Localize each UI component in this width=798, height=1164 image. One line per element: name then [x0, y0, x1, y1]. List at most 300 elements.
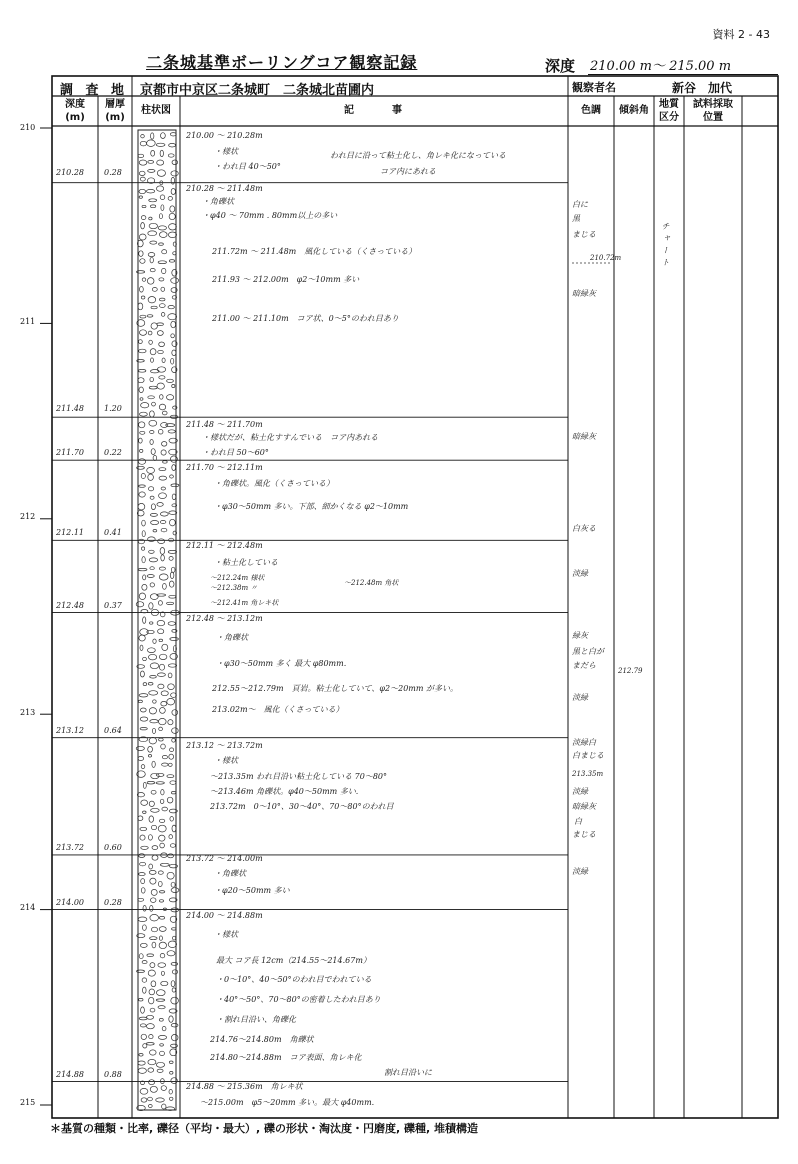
core-pebble [150, 349, 156, 355]
core-pebble [148, 683, 153, 686]
core-pebble [136, 602, 144, 607]
core-pebble [159, 891, 164, 893]
note-line: ・様状だが、粘土化すすんでいる コア内あれる [202, 433, 379, 442]
layer-depth: 211.48 [56, 404, 84, 413]
core-pebble [152, 942, 156, 948]
core-pebble [170, 475, 174, 478]
core-pebble [149, 870, 156, 874]
core-pebble [158, 539, 165, 544]
core-pebble [148, 746, 153, 752]
core-pebble [149, 816, 154, 822]
core-pebble [169, 224, 177, 230]
layer-thickness: 0.64 [104, 726, 122, 735]
core-pebble [160, 954, 165, 958]
core-pebble [142, 205, 146, 207]
core-pebble [148, 161, 154, 164]
core-pebble [157, 990, 166, 996]
core-pebble [149, 864, 153, 869]
col-header-geology: 地質 区分 [659, 99, 679, 123]
core-pebble [171, 1034, 178, 1040]
core-pebble [152, 288, 157, 292]
core-pebble [159, 574, 168, 580]
core-pebble [138, 154, 144, 157]
note-line: 〜213.46m 角礫状。φ40〜50mm 多い. [210, 787, 359, 796]
core-pebble [158, 261, 166, 264]
core-pebble [161, 450, 166, 455]
core-pebble [157, 323, 164, 326]
core-pebble [168, 154, 174, 157]
core-pebble [153, 700, 157, 703]
note-line: ・角礫状 [202, 197, 234, 206]
core-pebble [150, 878, 156, 884]
core-pebble [157, 620, 165, 625]
core-pebble [148, 537, 156, 542]
note-line: 〜213.35m われ目沿い粘土化している 70〜80° [210, 772, 388, 781]
core-pebble [140, 141, 146, 146]
core-pebble [150, 513, 157, 516]
core-pebble [168, 854, 174, 858]
core-pebble [161, 555, 165, 561]
core-pebble [167, 698, 175, 705]
core-pebble [152, 728, 155, 733]
core-pebble [159, 639, 163, 642]
core-pebble [158, 226, 166, 230]
core-pebble [156, 782, 164, 784]
core-pebble [142, 961, 147, 964]
core-pebble [139, 492, 145, 497]
core-pebble [141, 473, 145, 478]
core-column-border [138, 130, 176, 1110]
core-pebble [168, 673, 172, 678]
core-pebble [160, 232, 168, 238]
core-pebble [139, 438, 143, 443]
core-pebble [147, 467, 155, 473]
note-line: 211.48 〜 211.70m [186, 420, 263, 429]
core-pebble [162, 358, 165, 363]
core-pebble [156, 1062, 164, 1067]
core-pebble [147, 954, 154, 957]
core-pebble [162, 442, 167, 447]
core-pebble [151, 981, 156, 987]
layer-depth: 212.48 [56, 601, 84, 610]
core-pebble [142, 547, 145, 550]
core-pebble [146, 189, 154, 193]
core-pebble [141, 296, 145, 299]
core-pebble [148, 648, 156, 653]
core-pebble [147, 781, 155, 784]
core-pebble [163, 461, 168, 464]
core-pebble [159, 278, 164, 281]
core-pebble [168, 941, 176, 948]
core-pebble [167, 379, 174, 382]
core-pebble [139, 954, 143, 959]
core-pebble [143, 683, 147, 686]
core-pebble [171, 484, 179, 487]
document-id: 資料 2 - 43 [712, 28, 770, 41]
core-pebble [170, 1071, 173, 1074]
core-pebble [159, 654, 167, 659]
core-pebble [151, 504, 155, 510]
core-pebble [161, 287, 165, 291]
core-pebble [140, 412, 148, 416]
core-pebble [152, 761, 155, 767]
core-pebble [140, 862, 146, 866]
core-pebble [143, 811, 147, 813]
note-line: ・φ40 〜 70mm . 80mm以上の多い [202, 211, 338, 220]
core-pebble [161, 971, 164, 975]
note-line: 212.11 〜 212.48m [186, 541, 263, 550]
col-header-dip: 傾斜角 [619, 105, 649, 116]
core-pebble [170, 781, 176, 785]
note-line: 213.02m〜 風化（くさっている） [212, 705, 344, 714]
layer-thickness: 0.60 [104, 843, 122, 852]
col-header-sample: 試料採取 位置 [693, 99, 733, 123]
core-pebble [138, 303, 143, 310]
core-pebble [161, 313, 165, 317]
note-line: ・角礫状 [214, 869, 246, 878]
core-pebble [151, 521, 159, 525]
core-pebble [141, 1098, 147, 1102]
core-pebble [157, 160, 164, 165]
core-pebble [171, 792, 176, 794]
core-pebble [162, 755, 167, 758]
note-line: ・様状 [214, 930, 238, 939]
core-pebble [146, 1043, 154, 1046]
note-line: 213.12 〜 213.72m [186, 741, 263, 750]
core-pebble [141, 403, 149, 408]
core-pebble [159, 1018, 163, 1021]
core-pebble [149, 708, 156, 714]
core-pebble [161, 981, 168, 985]
core-pebble [171, 358, 174, 364]
axis-label-210: 210 [20, 123, 36, 132]
core-pebble [150, 583, 154, 587]
core-pebble [143, 657, 147, 660]
core-pebble [161, 691, 168, 696]
core-pebble [157, 367, 165, 372]
core-pebble [140, 671, 144, 677]
core-pebble [142, 531, 145, 537]
color-note: 淡緑 [572, 787, 588, 796]
layer-depth: 213.12 [56, 726, 84, 735]
core-pebble [166, 424, 175, 427]
core-pebble [158, 963, 166, 968]
core-pebble [151, 358, 154, 362]
core-pebble [148, 253, 155, 257]
core-pebble [150, 241, 157, 244]
layer-thickness: 0.41 [104, 528, 122, 537]
color-note: 白灰る [572, 524, 596, 533]
observer-label: 観察者名 [572, 81, 616, 94]
core-pebble [172, 494, 176, 500]
core-pebble [168, 720, 173, 725]
color-note: 210.72m [590, 254, 622, 262]
core-pebble [161, 423, 168, 428]
core-pebble [143, 987, 147, 993]
core-pebble [159, 835, 165, 841]
core-pebble [170, 206, 175, 212]
core-pebble [162, 250, 167, 254]
core-pebble [141, 846, 149, 849]
core-pebble [142, 584, 147, 590]
core-pebble [140, 708, 146, 712]
core-pebble [150, 257, 153, 263]
core-pebble [172, 350, 176, 356]
layer-thickness: 0.28 [104, 168, 122, 177]
core-pebble [160, 708, 166, 714]
core-pebble [151, 825, 156, 829]
core-pebble [141, 216, 146, 220]
core-pebble [171, 888, 179, 893]
core-pebble [167, 775, 174, 778]
core-pebble [153, 639, 156, 643]
core-pebble [162, 411, 167, 415]
note-line: ・φ30〜50mm 多い。下部、細かくなる φ2〜10mm [214, 502, 409, 511]
core-pebble [160, 512, 168, 516]
core-pebble [163, 584, 167, 590]
note-line: 最大 コア長 12cm（214.55〜214.67m） [216, 956, 371, 965]
color-note: 淡緑 [572, 693, 588, 702]
core-pebble [158, 429, 163, 434]
core-pebble [159, 900, 163, 902]
core-pebble [148, 1105, 152, 1108]
core-pebble [141, 888, 145, 893]
core-pebble [138, 503, 145, 510]
core-pebble [159, 738, 164, 741]
core-pebble [149, 691, 158, 695]
core-pebble [161, 133, 166, 139]
core-pebble [158, 350, 164, 353]
core-pebble [169, 1016, 173, 1022]
core-pebble [148, 970, 155, 976]
core-pebble [140, 1024, 146, 1027]
dip-value: 212.79 [618, 667, 643, 675]
core-pebble [147, 140, 156, 147]
layer-thickness: 0.28 [104, 898, 122, 907]
core-pebble [140, 835, 145, 840]
footnote: ＊基質の種類・比率, 礫径（平均・最大）, 礫の形状・淘汰度・円磨度, 礫種, 堆積構造 [50, 1122, 479, 1135]
core-pebble [171, 882, 175, 887]
core-pebble [150, 1008, 155, 1012]
core-pebble [159, 718, 167, 724]
core-pebble [142, 278, 146, 281]
core-pebble [151, 306, 157, 309]
core-pebble [170, 844, 175, 848]
core-pebble [143, 575, 146, 580]
core-pebble [172, 970, 177, 974]
core-pebble [149, 223, 157, 228]
core-pebble [158, 601, 162, 606]
core-pebble [156, 999, 165, 1001]
core-pebble [139, 349, 147, 353]
core-pebble [160, 863, 169, 866]
core-pebble [149, 550, 155, 553]
core-pebble [149, 654, 157, 660]
note-line: 213.72 〜 214.00m [186, 854, 263, 863]
core-pebble [141, 800, 148, 805]
color-note: まじる [572, 230, 596, 239]
core-pebble [168, 232, 176, 238]
core-pebble [139, 635, 145, 641]
core-pebble [150, 937, 158, 940]
core-pebble [167, 395, 174, 400]
core-pebble [139, 998, 143, 1001]
note-line: 211.00 〜 211.10m コア状、0〜5°のわれ目あり [212, 314, 399, 323]
core-pebble [168, 430, 175, 433]
axis-label-215: 215 [20, 1098, 36, 1107]
core-pebble [147, 1024, 155, 1029]
core-pebble [156, 1098, 165, 1102]
color-note: 暗緑灰 [572, 802, 596, 811]
color-note: 暗緑灰 [572, 432, 596, 441]
core-pebble [153, 530, 157, 532]
core-pebble [171, 171, 178, 176]
layer-depth: 214.00 [56, 898, 84, 907]
core-pebble [159, 936, 162, 940]
core-pebble [167, 602, 174, 604]
core-pebble [168, 197, 172, 201]
core-pebble [148, 835, 152, 840]
observer-name: 新谷 加代 [672, 81, 733, 95]
core-pebble [170, 817, 174, 822]
core-pebble [161, 528, 167, 532]
core-pebble [149, 420, 157, 426]
core-pebble [172, 384, 175, 387]
color-note: 暗緑灰 [572, 289, 596, 298]
core-pebble [160, 520, 166, 523]
note-line: 割れ目沿いに [384, 1068, 432, 1077]
core-pebble [139, 873, 146, 876]
note-line: ・われ目 40〜50° [214, 162, 281, 171]
core-pebble [160, 799, 164, 803]
core-pebble [159, 664, 164, 670]
core-pebble [140, 315, 146, 318]
core-pebble [140, 431, 145, 434]
core-pebble [160, 1051, 165, 1055]
core-pebble [172, 710, 178, 716]
core-pebble [158, 629, 164, 634]
core-pebble [162, 644, 168, 650]
site-value: 京都市中京区二条城町 二条城北苗圃内 [140, 83, 375, 98]
core-pebble [161, 790, 164, 795]
core-pebble [169, 581, 174, 587]
core-pebble [143, 906, 146, 912]
core-pebble [161, 1086, 166, 1091]
core-pebble [156, 143, 165, 146]
core-pebble [161, 1079, 165, 1084]
core-pebble [138, 369, 146, 372]
core-pebble [148, 231, 157, 236]
core-pebble [172, 728, 179, 734]
core-pebble [140, 943, 147, 947]
core-pebble [150, 205, 155, 208]
col-header-column: 柱状図 [141, 105, 171, 116]
note-line: 〜212.48m 角状 [344, 579, 399, 587]
core-pebble [149, 217, 152, 220]
core-pebble [160, 195, 165, 200]
core-pebble [160, 843, 165, 848]
core-pebble [149, 1080, 155, 1085]
core-pebble [151, 808, 160, 812]
note-line: 214.88 〜 215.36m 角レキ状 [186, 1082, 303, 1091]
core-pebble [139, 1017, 147, 1020]
axis-label-211: 211 [20, 317, 36, 326]
core-pebble [170, 748, 174, 752]
core-pebble [168, 763, 172, 766]
core-pebble [171, 321, 176, 328]
core-pebble [161, 701, 167, 706]
note-line: 〜215.00m φ5〜20mm 多い。最大 φ40mm. [200, 1098, 375, 1107]
core-pebble [150, 963, 155, 968]
core-pebble [141, 1034, 146, 1039]
core-pebble [168, 550, 176, 553]
core-pebble [161, 487, 165, 490]
note-line: ・40°〜50°、70〜80°の密着したわれ目あり [216, 995, 381, 1004]
note-line: ・角礫状。風化（くさっている） [214, 479, 334, 488]
geology-value: チャート [661, 222, 670, 270]
core-pebble [158, 871, 163, 874]
core-pebble [147, 575, 154, 578]
layer-depth: 214.88 [56, 1070, 84, 1079]
core-pebble [151, 889, 157, 895]
core-pebble [149, 997, 154, 1004]
core-pebble [150, 411, 155, 417]
core-pebble [151, 150, 155, 156]
core-pebble [169, 1089, 172, 1094]
core-pebble [157, 673, 165, 677]
core-pebble [148, 1059, 156, 1064]
note-line: ・φ30〜50mm 多く 最大 φ80mm. [216, 659, 347, 668]
core-pebble [139, 340, 143, 344]
col-header-color: 色調 [581, 105, 601, 116]
core-pebble [162, 1026, 166, 1030]
core-pebble [170, 638, 179, 641]
core-pebble [161, 205, 164, 211]
core-pebble [159, 727, 163, 731]
core-pebble [157, 331, 163, 336]
core-pebble [150, 720, 158, 723]
col-header-record: 記 事 [344, 105, 404, 116]
layer-depth: 211.70 [56, 448, 84, 457]
core-pebble [159, 468, 166, 471]
color-note: 213.35m [572, 770, 604, 778]
core-pebble [167, 951, 175, 956]
core-pebble [139, 1054, 143, 1057]
core-pebble [169, 260, 174, 263]
core-pebble [149, 558, 157, 562]
layer-depth: 210.28 [56, 168, 84, 177]
core-pebble [140, 717, 148, 721]
note-line: ・われ目 50〜60° [202, 448, 269, 457]
core-pebble [140, 259, 145, 264]
core-pebble [150, 1086, 157, 1092]
core-pebble [148, 331, 152, 335]
core-pebble [168, 305, 174, 308]
core-pebble [159, 493, 167, 499]
core-pebble [151, 449, 155, 455]
core-pebble [167, 797, 173, 803]
core-pebble [147, 630, 154, 633]
core-pebble [157, 503, 163, 507]
core-pebble [171, 189, 175, 195]
core-pebble [152, 855, 158, 860]
core-pebble [138, 917, 147, 922]
core-pebble [139, 160, 147, 165]
note-line: 213.72m 0〜10°、30〜40°、70〜80°のわれ目 [210, 802, 394, 811]
core-pebble [172, 738, 176, 742]
core-pebble [172, 928, 177, 930]
core-pebble [147, 315, 153, 317]
